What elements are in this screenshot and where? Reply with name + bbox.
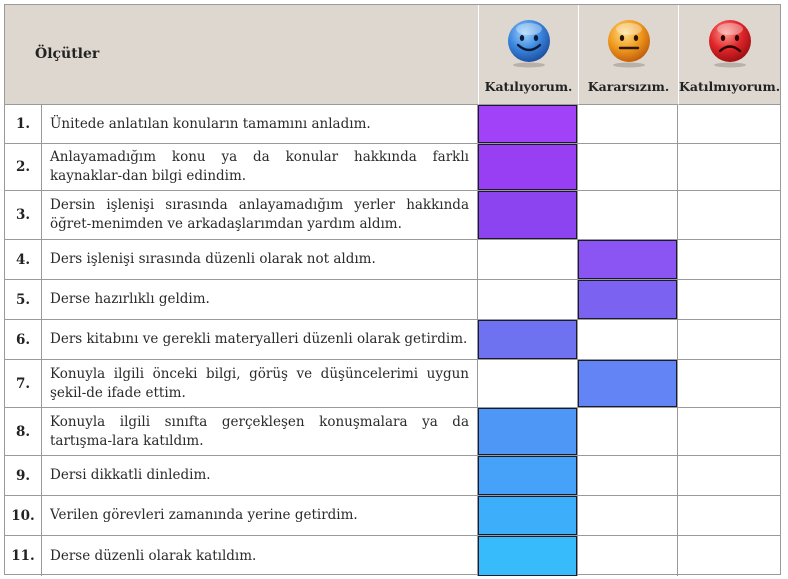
undecided-cell[interactable] <box>578 280 678 319</box>
row-number: 6. <box>5 320 42 359</box>
criterion-label: Derse hazırlıklı geldim. <box>50 291 210 307</box>
undecided-cell[interactable] <box>578 144 678 190</box>
table-row <box>5 360 780 408</box>
criterion-text <box>42 360 478 407</box>
undecided-cell[interactable] <box>578 496 678 535</box>
disagree-cell[interactable] <box>678 280 780 319</box>
selected-mark <box>478 191 577 239</box>
agree-column-header <box>478 5 578 105</box>
row-number: 7. <box>5 360 42 407</box>
criteria-header <box>5 5 478 105</box>
row-number: 9. <box>5 456 42 495</box>
disagree-cell[interactable] <box>678 144 780 190</box>
agree-cell[interactable] <box>478 496 578 535</box>
row-number: 4. <box>5 240 42 279</box>
row-number: 10. <box>5 496 42 535</box>
agree-cell[interactable] <box>478 536 578 576</box>
criterion-label: Konuyla ilgili önceki bilgi, görüş ve düşüncelerimi uygun şekil-de ifade ettim. <box>50 365 469 401</box>
criteria-label: Ölçütler <box>35 46 100 62</box>
criterion-label: Verilen görevleri zamanında yerine getirdim. <box>50 507 358 523</box>
sad-face-icon <box>705 18 755 68</box>
criterion-text <box>42 240 478 279</box>
selected-mark <box>578 240 677 279</box>
disagree-cell[interactable] <box>678 320 780 359</box>
criterion-text <box>42 191 478 239</box>
smiley-face-icon <box>504 18 554 68</box>
undecided-label: Kararsızım. <box>587 79 670 94</box>
undecided-cell[interactable] <box>578 191 678 239</box>
disagree-column-header <box>678 5 780 105</box>
row-number: 2. <box>5 144 42 190</box>
disagree-cell[interactable] <box>678 496 780 535</box>
table-row <box>5 320 780 360</box>
selected-mark <box>478 456 577 495</box>
criterion-label: Dersi dikkatli dinledim. <box>50 467 211 483</box>
table-row <box>5 536 780 576</box>
criterion-label: Dersin işlenişi sırasında anlayamadığım yerler hakkında öğret-menimden ve arkadaşlarımdan yardım aldım. <box>50 197 469 232</box>
disagree-label: Katılmıyorum. <box>679 79 781 94</box>
row-number: 5. <box>5 280 42 319</box>
neutral-face-icon <box>604 18 654 68</box>
criterion-text <box>42 105 478 143</box>
disagree-cell[interactable] <box>678 408 780 455</box>
undecided-cell[interactable] <box>578 408 678 455</box>
selected-mark <box>478 105 577 143</box>
criterion-label: Ders işlenişi sırasında düzenli olarak not aldım. <box>50 251 376 267</box>
undecided-cell[interactable] <box>578 456 678 495</box>
agree-cell[interactable] <box>478 408 578 455</box>
undecided-cell[interactable] <box>578 240 678 279</box>
agree-cell[interactable] <box>478 240 578 279</box>
row-number: 3. <box>5 191 42 239</box>
selected-mark <box>578 360 677 407</box>
row-number: 1. <box>5 105 42 143</box>
selected-mark <box>478 408 577 455</box>
undecided-cell[interactable] <box>578 105 678 143</box>
criterion-text <box>42 320 478 359</box>
table-row <box>5 408 780 456</box>
disagree-cell[interactable] <box>678 456 780 495</box>
row-number: 8. <box>5 408 42 455</box>
disagree-cell[interactable] <box>678 240 780 279</box>
table-row <box>5 144 780 191</box>
agree-label: Katılıyorum. <box>484 79 573 94</box>
agree-cell[interactable] <box>478 105 578 143</box>
criterion-label: Derse düzenli olarak katıldım. <box>50 547 257 564</box>
undecided-cell[interactable] <box>578 536 678 576</box>
table-row <box>5 280 780 320</box>
criterion-label: Ders kitabını ve gerekli materyalleri düzenli olarak getirdim. <box>50 331 468 347</box>
criterion-label: Ünitede anlatılan konuların tamamını anladım. <box>50 115 371 132</box>
undecided-cell[interactable] <box>578 360 678 407</box>
disagree-cell[interactable] <box>678 191 780 239</box>
agree-cell[interactable] <box>478 456 578 495</box>
table-row <box>5 456 780 496</box>
selected-mark <box>478 144 577 190</box>
undecided-column-header <box>578 5 678 105</box>
disagree-cell[interactable] <box>678 360 780 407</box>
table-row <box>5 496 780 536</box>
criterion-text <box>42 456 478 495</box>
agree-cell[interactable] <box>478 280 578 319</box>
criterion-text <box>42 144 478 190</box>
table-row <box>5 240 780 280</box>
criterion-text <box>42 496 478 535</box>
undecided-cell[interactable] <box>578 320 678 359</box>
selected-mark <box>478 536 577 576</box>
agree-cell[interactable] <box>478 191 578 239</box>
agree-cell[interactable] <box>478 320 578 359</box>
selected-mark <box>478 496 577 535</box>
selected-mark <box>578 280 677 319</box>
criterion-text <box>42 536 478 576</box>
criterion-text <box>42 280 478 319</box>
criterion-text <box>42 408 478 455</box>
table-row <box>5 191 780 240</box>
self-assessment-table <box>4 4 781 575</box>
row-number: 11. <box>5 536 42 576</box>
agree-cell[interactable] <box>478 144 578 190</box>
disagree-cell[interactable] <box>678 105 780 143</box>
agree-cell[interactable] <box>478 360 578 407</box>
criterion-label: Anlayamadığım konu ya da konular hakkında farklı kaynaklar-dan bilgi edindim. <box>50 149 469 184</box>
criterion-label: Konuyla ilgili sınıfta gerçekleşen konuşmalara ya da tartışma-lara katıldım. <box>50 413 469 449</box>
disagree-cell[interactable] <box>678 536 780 576</box>
selected-mark <box>478 320 577 359</box>
table-row <box>5 105 780 144</box>
